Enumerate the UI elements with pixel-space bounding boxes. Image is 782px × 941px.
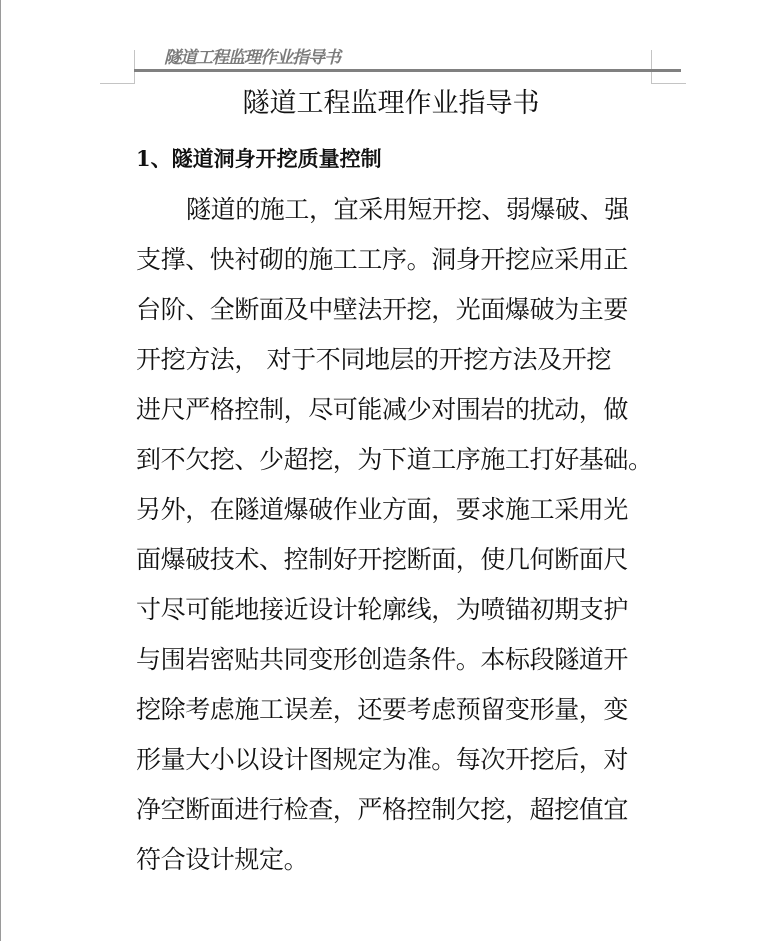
page-left-edge xyxy=(0,0,1,941)
paragraph-line: 到不欠挖、少超挖，为下道工序施工打好基础。 xyxy=(136,445,653,474)
paragraph-line: 开挖方法， 对于不同地层的开挖方法及开挖 xyxy=(136,345,611,374)
body-paragraph xyxy=(136,185,666,885)
running-header: 隧道工程监理作业指导书 xyxy=(164,48,340,68)
paragraph-line: 寸尽可能地接近设计轮廓线，为喷锚初期支护 xyxy=(136,595,629,624)
document-title: 隧道工程监理作业指导书 xyxy=(242,88,540,119)
paragraph-line: 支撑、快衬砌的施工工序。洞身开挖应采用正 xyxy=(136,245,629,274)
crop-mark-top-left-vertical xyxy=(134,50,135,84)
paragraph-line: 与围岩密贴共同变形创造条件。本标段隧道开 xyxy=(136,645,629,674)
paragraph-line: 隧道的施工，宜采用短开挖、弱爆破、强 xyxy=(186,195,629,224)
crop-mark-top-right-vertical xyxy=(651,50,652,84)
paragraph-line: 台阶、全断面及中壁法开挖，光面爆破为主要 xyxy=(136,295,629,324)
header-rule xyxy=(134,69,681,72)
paragraph-line: 进尺严格控制，尽可能减少对围岩的扰动，做 xyxy=(136,395,629,424)
paragraph-line: 净空断面进行检查，严格控制欠挖，超挖值宜 xyxy=(136,795,629,824)
paragraph-line: 另外，在隧道爆破作业方面，要求施工采用光 xyxy=(136,495,629,524)
paragraph-line: 形量大小以设计图规定为准。每次开挖后，对 xyxy=(136,745,629,774)
paragraph-line: 挖除考虑施工误差，还要考虑预留变形量，变 xyxy=(136,695,629,724)
section-heading: 1、隧道洞身开挖质量控制 xyxy=(136,146,382,171)
paragraph-line: 面爆破技术、控制好开挖断面，使几何断面尺 xyxy=(136,545,629,574)
paragraph-line: 符合设计规定。 xyxy=(136,845,309,874)
